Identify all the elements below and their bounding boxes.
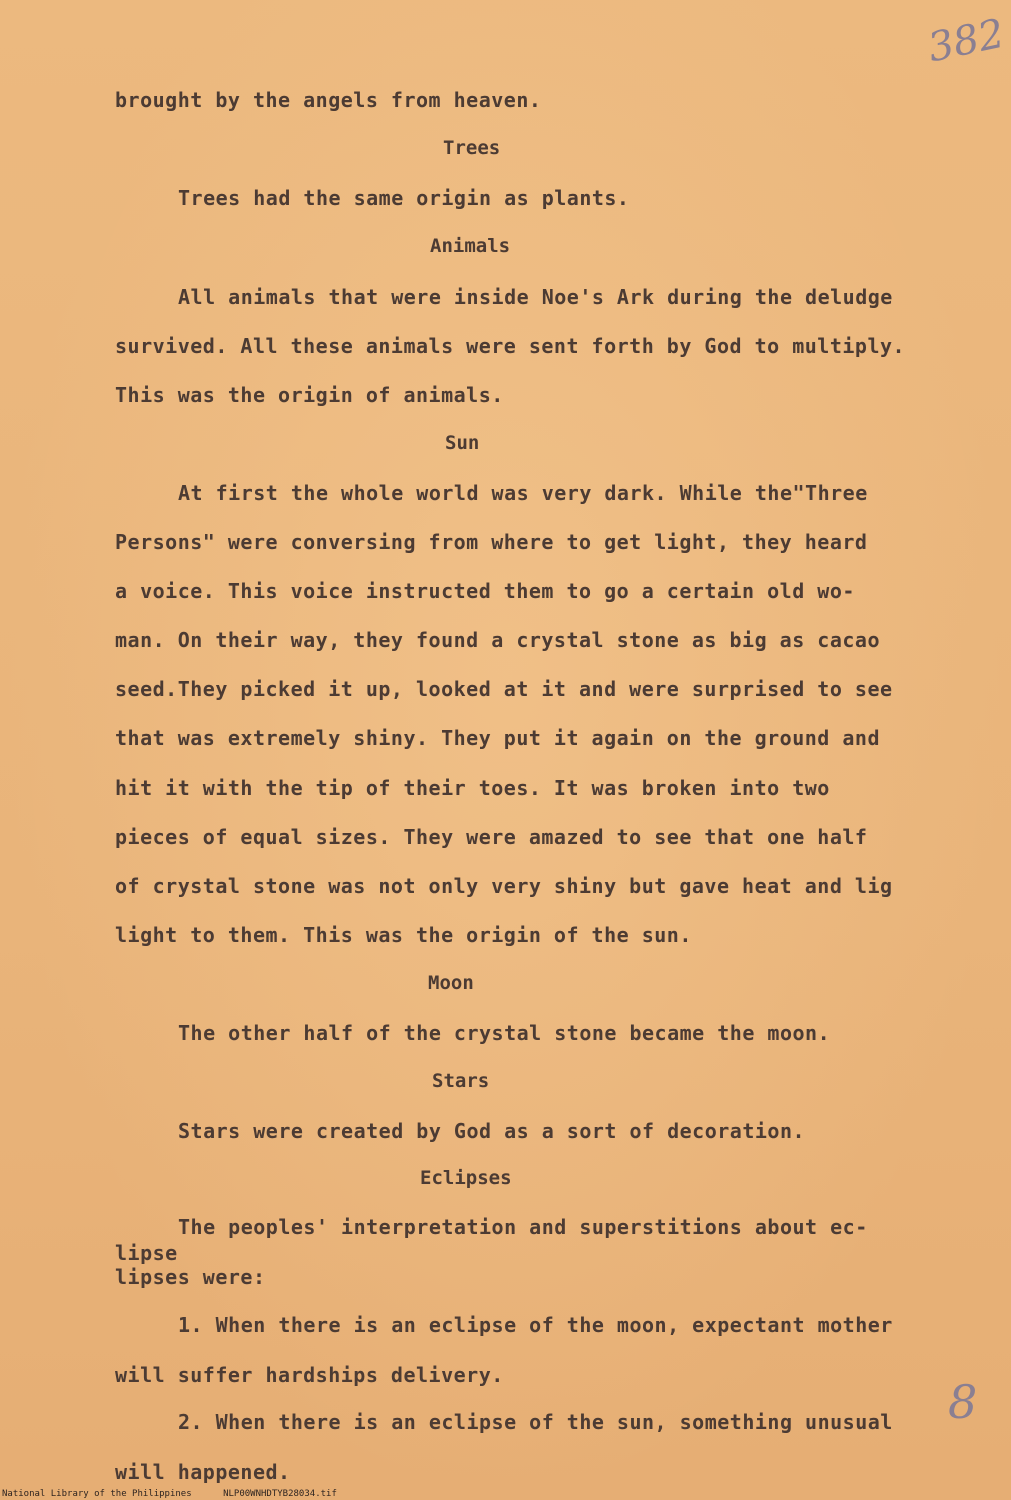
heading-stars: Stars bbox=[432, 1070, 490, 1092]
scan-footer bbox=[2, 1489, 337, 1499]
text-line: Persons" were conversing from where to get light, they heard bbox=[115, 530, 868, 554]
text-line: hit it with the tip of their toes. It was broken into two bbox=[115, 776, 830, 800]
text-line: will happened. bbox=[115, 1460, 291, 1484]
heading-trees: Trees bbox=[443, 137, 501, 159]
text-line: Stars were created by God as a sort of decoration. bbox=[178, 1119, 806, 1143]
text-line: 2. When there is an eclipse of the sun, something unusual bbox=[178, 1410, 893, 1434]
text-line: The other half of the crystal stone became the moon. bbox=[178, 1021, 831, 1045]
heading-sun: Sun bbox=[445, 432, 480, 454]
footer-library: National Library of the Philippines bbox=[2, 1489, 192, 1499]
heading-moon: Moon bbox=[428, 972, 474, 994]
page-number-handwritten: 382 bbox=[924, 10, 1009, 72]
heading-animals: Animals bbox=[430, 235, 511, 257]
text-line: man. On their way, they found a crystal stone as big as cacao bbox=[115, 628, 881, 652]
footer-file: NLP00WNHDTYB28034.tif bbox=[223, 1489, 337, 1499]
text-line: seed.They picked it up, looked at it and were surprised to see bbox=[115, 677, 893, 701]
text-line: survived. All these animals were sent forth by God to multiply. bbox=[115, 334, 906, 358]
text-line: This was the origin of animals. bbox=[115, 383, 504, 407]
text-line: of crystal stone was not only very shiny but gave heat and lig bbox=[115, 874, 893, 898]
text-line: lipses were: bbox=[115, 1265, 266, 1289]
text-line: will suffer hardships delivery. bbox=[115, 1363, 504, 1387]
text-line: that was extremely shiny. They put it again on the ground and bbox=[115, 726, 881, 750]
text-line: At first the whole world was very dark. While the"Three bbox=[178, 481, 868, 505]
side-mark-handwritten: 8 bbox=[948, 1375, 978, 1429]
text-line: The peoples' interpretation and superstitions about ec- bbox=[178, 1215, 868, 1239]
text-line: 1. When there is an eclipse of the moon, expectant mother bbox=[178, 1313, 893, 1337]
text-line: All animals that were inside Noe's Ark during the deludge bbox=[178, 285, 893, 309]
text-line: pieces of equal sizes. They were amazed to see that one half bbox=[115, 825, 868, 849]
text-line: a voice. This voice instructed them to go a certain old wo- bbox=[115, 579, 855, 603]
text-line: Trees had the same origin as plants. bbox=[178, 186, 630, 210]
text-line: light to them. This was the origin of the sun. bbox=[115, 923, 692, 947]
heading-eclipses: Eclipses bbox=[420, 1167, 512, 1189]
text-line: lipse bbox=[115, 1241, 178, 1265]
text-line: brought by the angels from heaven. bbox=[115, 88, 542, 112]
